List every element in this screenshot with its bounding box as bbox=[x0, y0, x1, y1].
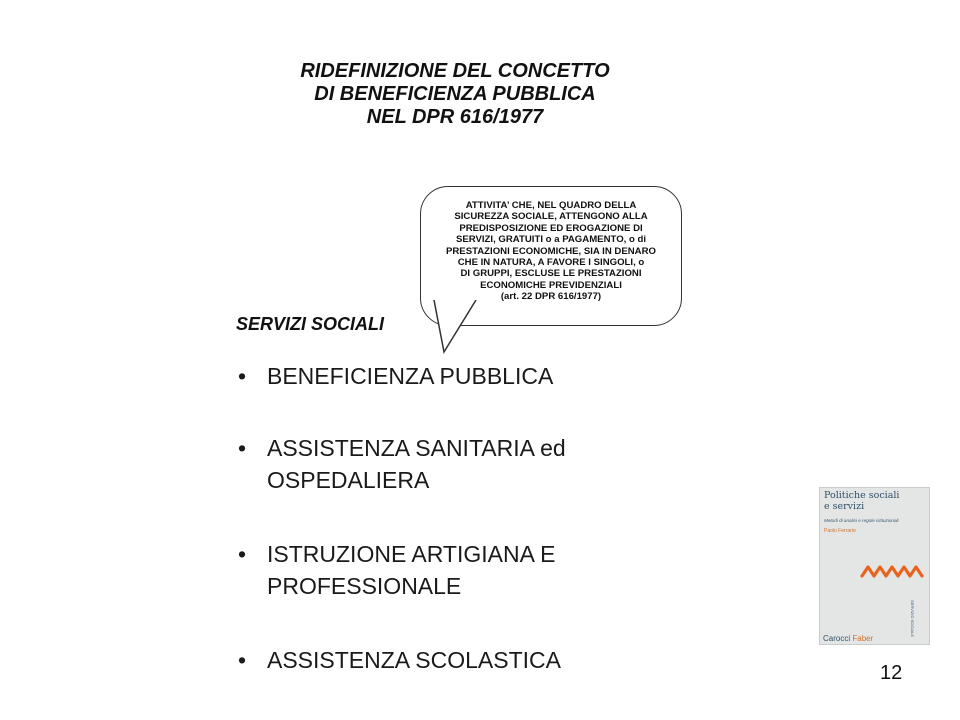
list-item-text bbox=[267, 538, 555, 602]
list-item-text bbox=[267, 644, 561, 676]
speech-bubble-tail bbox=[430, 300, 490, 360]
book-title-line-2: e servizi bbox=[824, 501, 865, 512]
list-item-line: BENEFICIENZA PUBBLICA bbox=[267, 363, 554, 389]
list-item-line: PROFESSIONALE bbox=[267, 573, 462, 599]
title-line-3: NEL DPR 616/1977 bbox=[366, 106, 544, 128]
list-item-line: ASSISTENZA SANITARIA ed bbox=[267, 435, 566, 461]
zigzag-logo-icon bbox=[860, 562, 924, 584]
book-publisher bbox=[823, 634, 873, 643]
book-cover bbox=[819, 487, 930, 645]
bullet: • bbox=[238, 435, 247, 461]
book-author: Paolo Ferrario bbox=[824, 528, 856, 534]
book-title bbox=[824, 490, 924, 512]
page-number: 12 bbox=[880, 662, 903, 684]
list-item-line: ISTRUZIONE ARTIGIANA E bbox=[267, 541, 556, 567]
callout-text bbox=[424, 200, 678, 303]
callout-line-1: ATTIVITA’ CHE, NEL QUADRO DELLA bbox=[465, 200, 637, 211]
callout-line-3: PREDISPOSIZIONE ED EROGAZIONE DI bbox=[459, 222, 643, 234]
list-item-line: OSPEDALIERA bbox=[267, 467, 430, 493]
list-item-text bbox=[267, 360, 553, 392]
title-line-2: DI BENEFICIENZA PUBBLICA bbox=[314, 83, 596, 105]
publisher-name: Carocci bbox=[823, 634, 851, 643]
callout-line-2: SICUREZZA SOCIALE, ATTENGONO ALLA bbox=[454, 211, 648, 223]
callout-line-8: ECONOMICHE PREVIDENZIALI bbox=[480, 279, 622, 291]
bullet: • bbox=[238, 647, 247, 673]
list-item-text bbox=[267, 432, 566, 496]
callout-line-9: (art. 22 DPR 616/1977) bbox=[500, 291, 602, 303]
title-line-1: RIDEFINIZIONE DEL CONCETTO bbox=[300, 60, 610, 82]
subtitle: SERVIZI SOCIALI bbox=[236, 314, 385, 334]
slide-title bbox=[240, 60, 670, 129]
callout-line-5: PRESTAZIONI ECONOMICHE, SIA IN DENARO bbox=[445, 245, 656, 257]
callout-line-6: CHE IN NATURA, A FAVORE I SINGOLI, o bbox=[457, 257, 645, 269]
callout-line-4: SERVIZI, GRATUITI o a PAGAMENTO, o di bbox=[455, 234, 647, 246]
bullet: • bbox=[238, 363, 247, 389]
book-subtitle: Metodi di analisi e regole istituzionali bbox=[824, 518, 899, 523]
book-series-label: SERVIZIO SOCIALE bbox=[910, 600, 915, 638]
book-title-line-1: Politiche sociali bbox=[824, 490, 900, 501]
bullet: • bbox=[238, 541, 247, 567]
publisher-imprint: Faber bbox=[852, 634, 874, 643]
callout-line-7: DI GRUPPI, ESCLUSE LE PRESTAZIONI bbox=[460, 268, 642, 280]
list-item-line: ASSISTENZA SCOLASTICA bbox=[267, 647, 561, 673]
